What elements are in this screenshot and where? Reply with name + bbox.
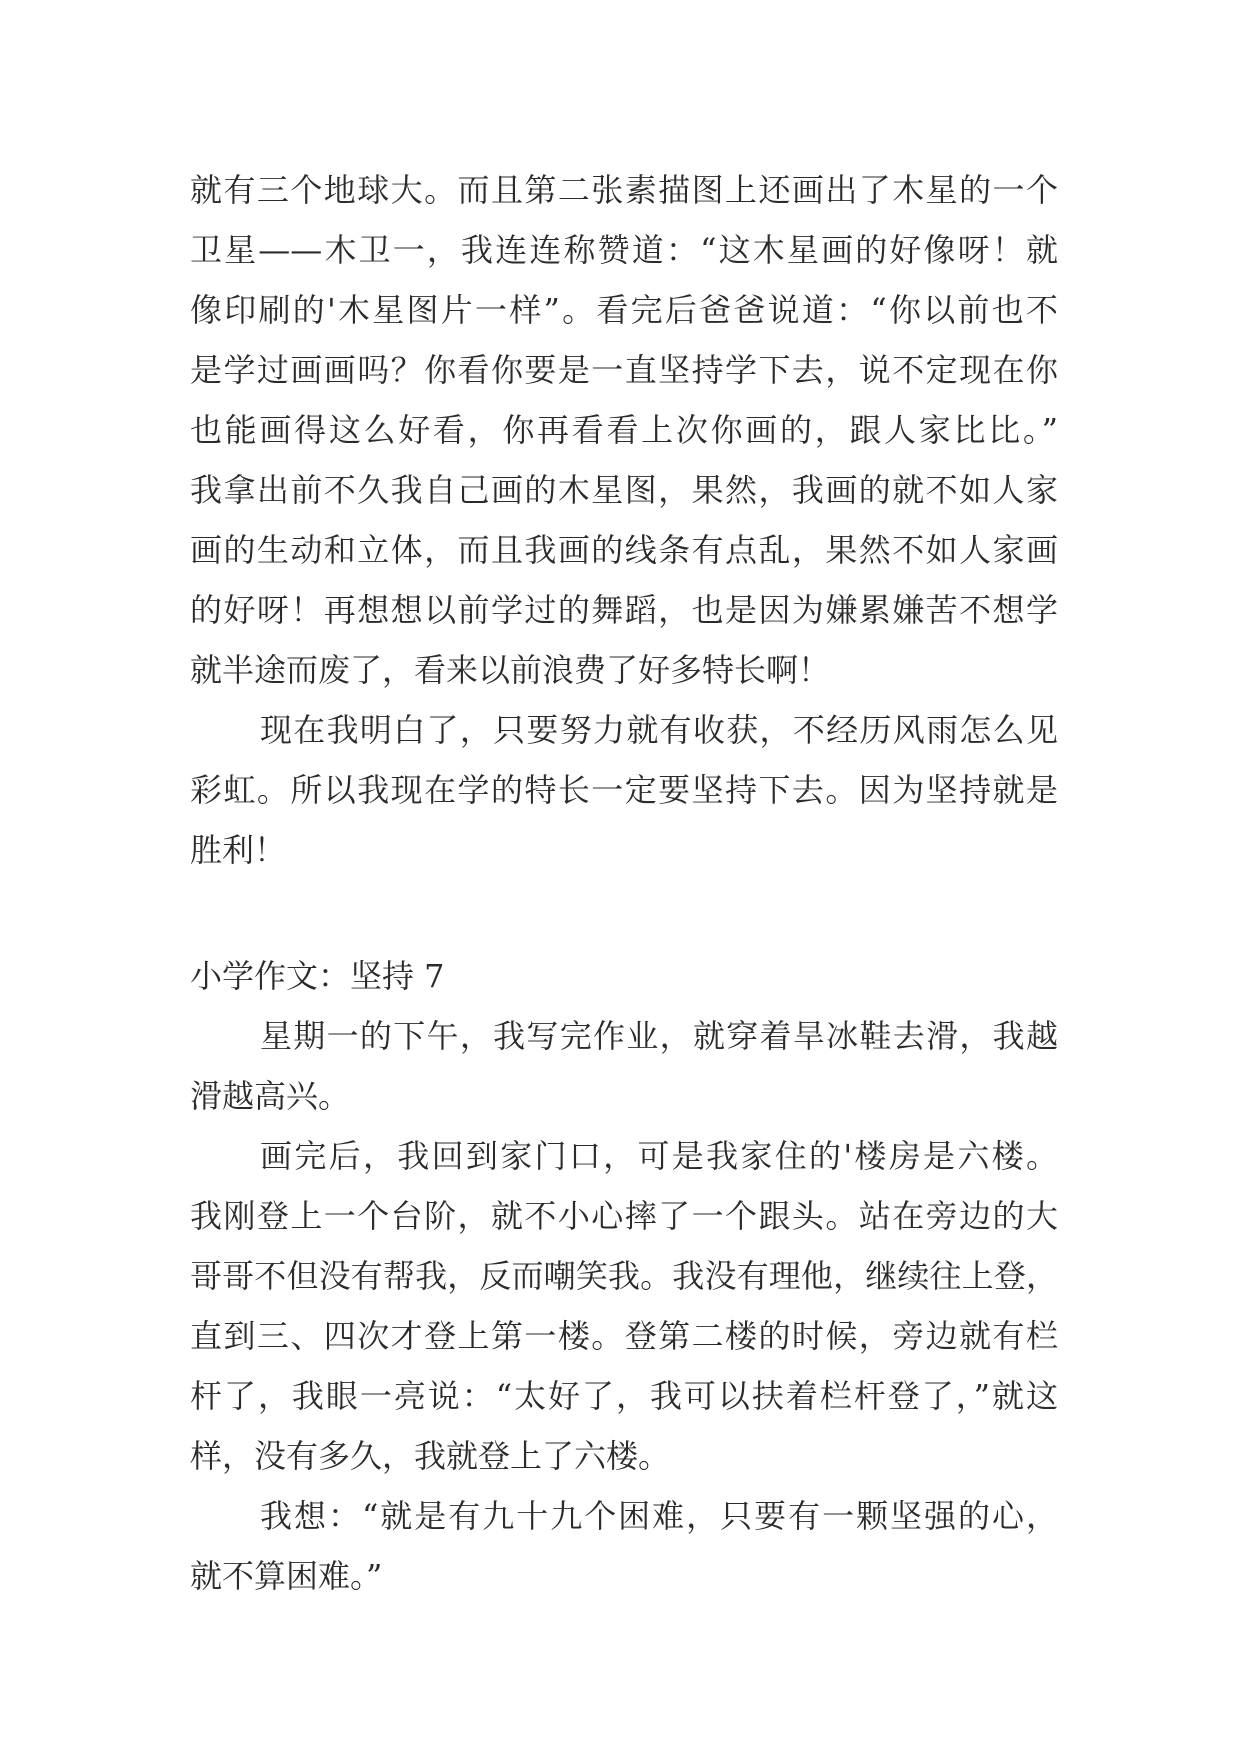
- text-line: 我刚登上一个台阶，就不小心摔了一个跟头。站在旁边的大: [190, 1197, 1058, 1235]
- text-line: 胜利！: [190, 831, 287, 869]
- section-spacer: [190, 880, 1058, 946]
- text-line: 的好呀！再想想以前学过的舞蹈，也是因为嫌累嫌苦不想学: [190, 591, 1058, 629]
- text-line: 彩虹。所以我现在学的特长一定要坚持下去。因为坚持就是: [190, 771, 1058, 809]
- text-line: 像印刷的'木星图片一样”。看完后爸爸说道：“你以前也不: [190, 291, 1058, 329]
- text-line: 画的生动和立体，而且我画的线条有点乱，果然不如人家画: [190, 531, 1058, 569]
- text-line: 我拿出前不久我自己画的木星图，果然，我画的就不如人家: [190, 471, 1058, 509]
- text-line: 星期一的下午，我写完作业，就穿着旱冰鞋去滑，我越: [260, 1017, 1058, 1055]
- text-line: 画完后，我回到家门口，可是我家住的'楼房是六楼。: [260, 1137, 1058, 1175]
- essay-paragraph-2: [190, 1126, 1058, 1486]
- text-line: 就不算困难。”: [190, 1557, 383, 1595]
- passage-conclusion-paragraph: [190, 700, 1058, 880]
- essay-paragraph-1: [190, 1006, 1058, 1126]
- essay-paragraph-3: [190, 1486, 1058, 1606]
- document-page: [190, 160, 1058, 1606]
- text-line: 就半途而废了，看来以前浪费了好多特长啊！: [190, 651, 831, 689]
- text-line: 杆了，我眼一亮说：“太好了，我可以扶着栏杆登了，”就这: [190, 1377, 1058, 1415]
- text-line: 我想：“就是有九十九个困难，只要有一颗坚强的心，: [260, 1497, 1058, 1535]
- text-line: 直到三、四次才登上第一楼。登第二楼的时候，旁边就有栏: [190, 1317, 1058, 1355]
- essay-title: 小学作文：坚持 7: [190, 957, 445, 995]
- text-line: 样，没有多久，我就登上了六楼。: [190, 1437, 671, 1475]
- text-line: 现在我明白了，只要努力就有收获，不经历风雨怎么见: [260, 711, 1058, 749]
- text-line: 是学过画画吗？你看你要是一直坚持学下去，说不定现在你: [190, 351, 1058, 389]
- text-line: 就有三个地球大。而且第二张素描图上还画出了木星的一个: [190, 171, 1058, 209]
- passage-continued-paragraph: [190, 160, 1058, 700]
- text-line: 滑越高兴。: [190, 1077, 351, 1115]
- text-line: 卫星——木卫一，我连连称赞道：“这木星画的好像呀！就: [190, 231, 1058, 269]
- text-line: 哥哥不但没有帮我，反而嘲笑我。我没有理他，继续往上登，: [190, 1257, 1058, 1295]
- text-line: 也能画得这么好看，你再看看上次你画的，跟人家比比。”: [190, 411, 1058, 449]
